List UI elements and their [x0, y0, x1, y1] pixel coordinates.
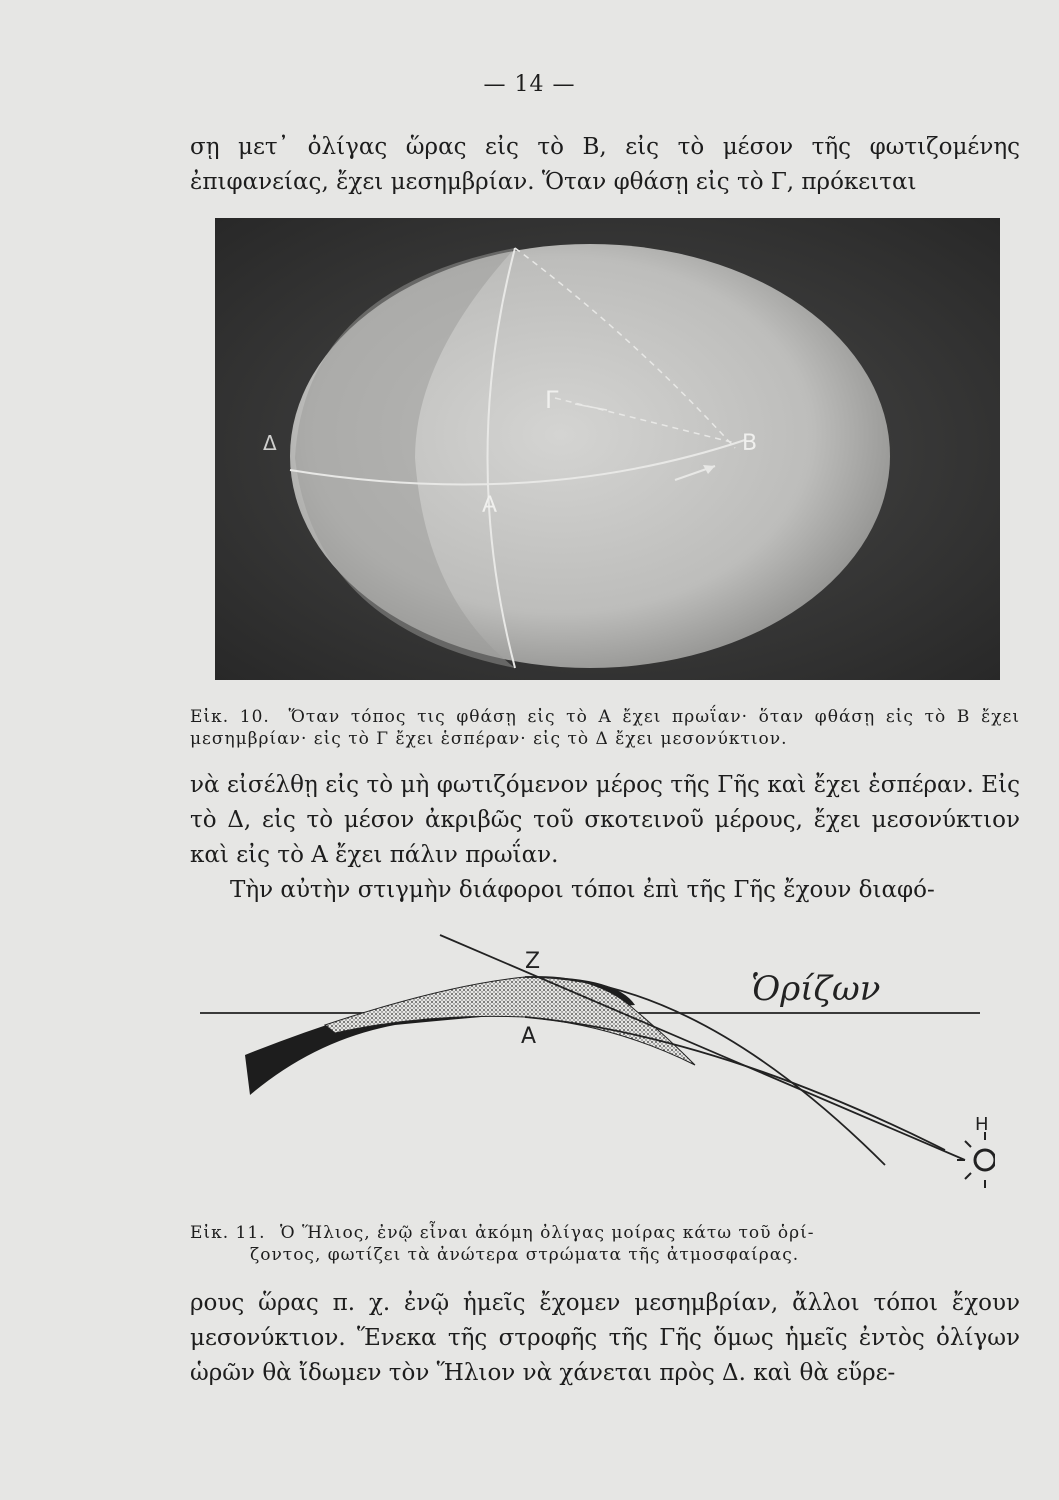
sun-ray-line	[440, 935, 965, 1160]
label-beta: Β	[742, 431, 758, 456]
label-horizon: Ὁρίζων	[751, 969, 881, 1009]
page-number: — 14 —	[483, 72, 576, 97]
sun-icon	[975, 1150, 995, 1170]
paragraph-middle	[190, 768, 1020, 908]
label-delta: Δ	[263, 431, 277, 455]
paragraph-top	[190, 130, 1020, 200]
lower-atmosphere-curve	[525, 1017, 945, 1150]
label-alpha-11: A	[521, 1024, 537, 1049]
label-zenith: Z	[525, 949, 541, 974]
label-alpha: Α	[482, 493, 498, 518]
label-sun: H	[975, 1114, 989, 1135]
figure-11-caption	[190, 1222, 1020, 1266]
figure-10-globe	[215, 218, 1000, 680]
figure-10-caption-text: Ὅταν τόπος τις φθάσῃ εἰς τὸ Α ἔχει πρωΐαν· ὅταν φθάσῃ εἰς τὸ Β ἔχει μεσημβρίαν· εἰς τὸ Γ ἔχει ἑσπέραν· εἰς τὸ Δ ἔχει μεσονύκτιον.	[190, 707, 1021, 749]
figure-11-caption-line2: ζοντος, φωτίζει τὰ ἀνώτερα στρώματα τῆς ἀτμοσφαίρας.	[250, 1245, 800, 1265]
figure-11-label: Εἰκ. 11.	[190, 1223, 266, 1243]
paragraph-top-text: σῃ μετ᾽ ὀλίγας ὥρας εἰς τὸ Β, εἰς τὸ μέσον τῆς φωτιζομένης ἐπιφανείας, ἔχει μεσημβρίαν. Ὅταν φθάσῃ εἰς τὸ Γ, πρόκειται	[190, 134, 1020, 195]
paragraph-bottom	[190, 1286, 1020, 1391]
paragraph-middle2-text: Τὴν αὐτὴν στιγμὴν διάφοροι τόποι ἐπὶ τῆς Γῆς ἔχουν διαφό-	[230, 877, 935, 903]
label-gamma: Γ	[545, 386, 559, 414]
figure-11-horizon	[195, 925, 995, 1195]
figure-10-label: Εἰκ. 10.	[190, 707, 270, 727]
paragraph-bottom-text: ρους ὥρας π. χ. ἐνῷ ἡμεῖς ἔχομεν μεσημβρίαν, ἄλλοι τόποι ἔχουν μεσονύκτιον. Ἕνεκα τῆς στροφῆς τῆς Γῆς ὅμως ἡμεῖς ἐντὸς ὀλίγων ὡρῶν θὰ ἴδωμεν τὸν Ἥλιον νὰ χάνεται πρὸς Δ. καὶ θὰ εὕρε-	[190, 1290, 1020, 1386]
figure-10-caption	[190, 706, 1020, 750]
figure-11-caption-line1: Ὁ Ἥλιος, ἐνῷ εἶναι ἀκόμη ὀλίγας μοίρας κάτω τοῦ ὁρί-	[279, 1223, 815, 1243]
paragraph-middle-text: νὰ εἰσέλθῃ εἰς τὸ μὴ φωτιζόμενον μέρος τῆς Γῆς καὶ ἔχει ἑσπέραν. Εἰς τὸ Δ, εἰς τὸ μέσον ἀκριβῶς τοῦ σκοτεινοῦ μέρους, ἔχει μεσονύκτιον καὶ εἰς τὸ Α ἔχει πάλιν πρωΐαν.	[190, 772, 1020, 868]
